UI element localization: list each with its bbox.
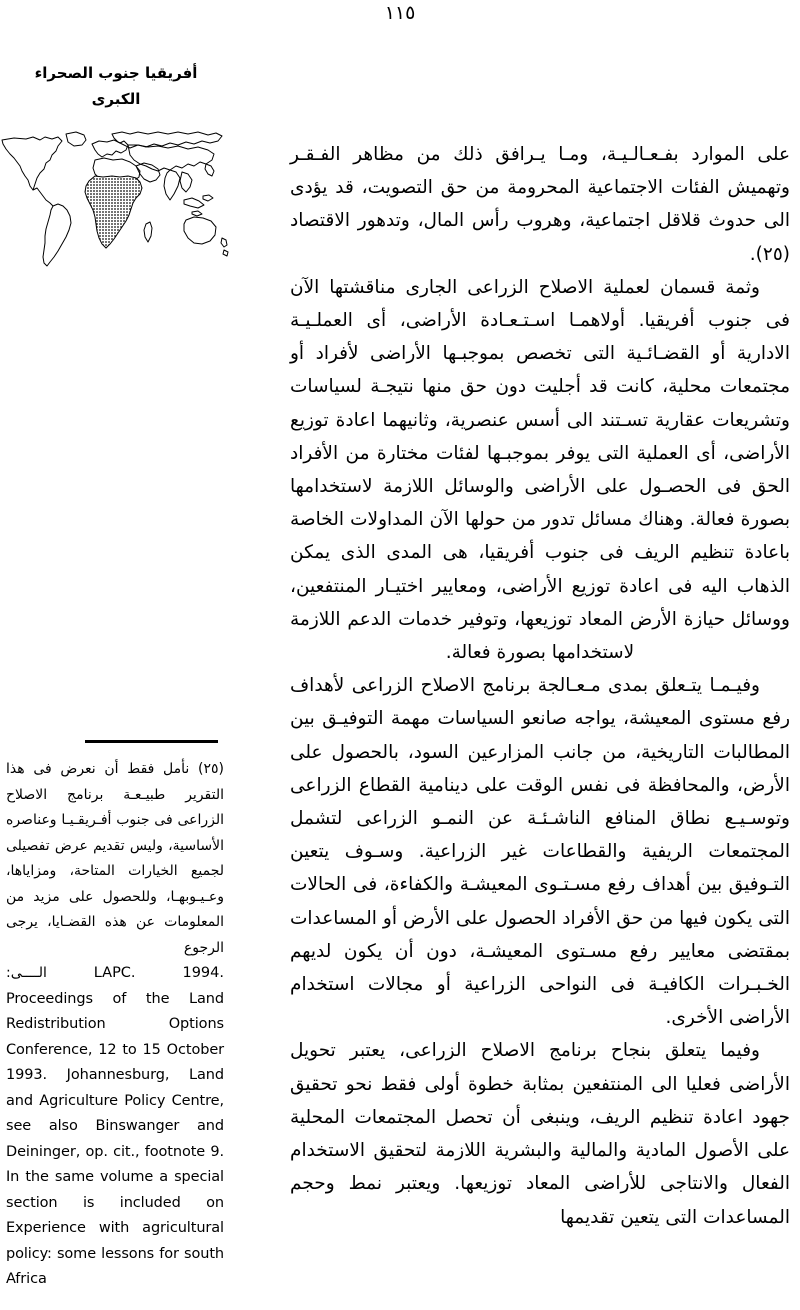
footnote-citation-arabic-lead: الــــى: [6, 965, 47, 981]
footnote-separator-rule [85, 740, 218, 743]
figure-column [0, 60, 232, 274]
paragraph-1: على الموارد بفـعـالـيـة، ومـا يـرافق ذلك من مظاهر الفـقـر وتهميش الفئات الاجتماعية المحرومة من حق التصويت، قد يؤدى الى حدوث قلاقل اجتماعية، وهروب رأس المال، وتدهور الاقتصاد (٢٥). [290, 144, 790, 265]
footnote-citation-intro-line [0, 961, 232, 987]
main-text-column [290, 138, 790, 1234]
figure-caption-line-2: الكبرى [91, 90, 141, 108]
paragraph-3: وفيـمـا يتـعلق بمدى مـعـالجة برنامج الاصلاح الزراعى لأهداف رفع مستوى المعيشة، يواجه صانعو السياسات مهمة التوفيـق بين المطالبات التاريخية، من جانب المزارعين السود، بالحصول على الأرض، والمحافظة فى نفس الوقت على دينامية القطاع الزراعى وتوسـيـع نطاق المنافع الناشـئـة عن النمـو الزراعى لتشمل المجتمعات الريفية والقطاعات غير الزراعية. وسـوف يتعين التـوفيق بين أهداف رفع مسـتـوى المعيشـة والكفاءة، فى الحالات التى يكون فيها من حق الأفراد الحصول على الأرض أو المساعدات بمقتضى معايير رفع مسـتوى المعيشـة، دون أن يكون لديهم الخـبـرات الكافيـة فى النواحى الزراعية أو مجالات استخدام الأراضى الأخرى. [290, 675, 790, 1029]
sub-saharan-africa-region [85, 176, 142, 248]
world-map-sub-saharan-africa-highlighted-icon [0, 124, 232, 274]
footnote-arabic-text: (٢٥) نأمل فقط أن نعرض فى هذا التقرير طبيـعـة برنامج الاصلاح الزراعى فى جنوب أفـريقـيـا وعناصره الأساسية، وليس تقديم عرض تفصيلى لجميع الخيارات المتاحة، ومزاياها، وعـيـوبهـا، وللحصول على مزيد من المعلومات عن هذه القضـايا، يرجى الرجوع [6, 761, 224, 956]
footnote-english-last-line: Africa [6, 1271, 47, 1287]
page-number: ١١٥ [384, 2, 416, 24]
paragraph-2: وثمة قسمان لعملية الاصلاح الزراعى الجارى مناقشتها الآن فى جنوب أفريقيا. أولاهمـا اسـتـعـادة الأراضى، أى العملـيـة الادارية أو القضـائـية التى تخصص بموجبـها الأراضى لأفراد أو مجتمعات محلية، كانت قد أجليت دون حق منها نتيجـة لسياسات وتشريعات عقارية تسـتند الى أسس عنصرية، وثانيهما اعادة توزيع الأراضى، أى العملية التى يوفر بموجبـها لفئات مختارة من الأفراد الحق فى الحصـول على الأراضى والوسائل اللازمة لاستخدامها بصورة فعالة. وهناك مسائل تدور من حولها الآن المداولات الخاصة باعادة تنظيم الريف فى جنوب أفريقيا، هى المدى الذى يمكن الذهاب اليه فى اعادة توزيع الأراضى، ومعايير اختيـار المنتفعين، ووسائل حيازة الأرض المعاد توزيعها، وتوفير خدمات الدعم اللازمة لاستخدامها بصورة فعالة. [290, 276, 790, 664]
footnote-citation-source: LAPC. 1994. [93, 965, 224, 981]
figure-caption [0, 60, 232, 112]
footnote-block [0, 740, 232, 1293]
footnote-english-text: Proceedings of the Land Redistribution Options Conference, 12 to 15 October 1993. Johannesburg, Land and Agriculture Policy Centre, see also Binswanger and Deininger, op. cit., footnote 9. In the same volume a special section is included on Experience with agricultural policy: some lessons for south [6, 990, 224, 1262]
figure-caption-line-1: أفريقيا جنوب الصحراء [34, 64, 198, 82]
paragraph-4: وفيما يتعلق بنجاح برنامج الاصلاح الزراعى، يعتبر تحويل الأراضى فعليا الى المنتفعين بمثابة خطوة أولى فقط نحو تحقيق جهود اعادة تنظيم الريف، وينبغى أن تحصل المجتمعات المحلية على الأصول المادية والمالية والبشرية اللازمة لتحقيق الاستخدام الفعال والانتاجى للأراضى المعاد توزيعها. ويعتبر نمط وحجم المساعدات التى يتعين تقديمها [290, 1040, 790, 1228]
